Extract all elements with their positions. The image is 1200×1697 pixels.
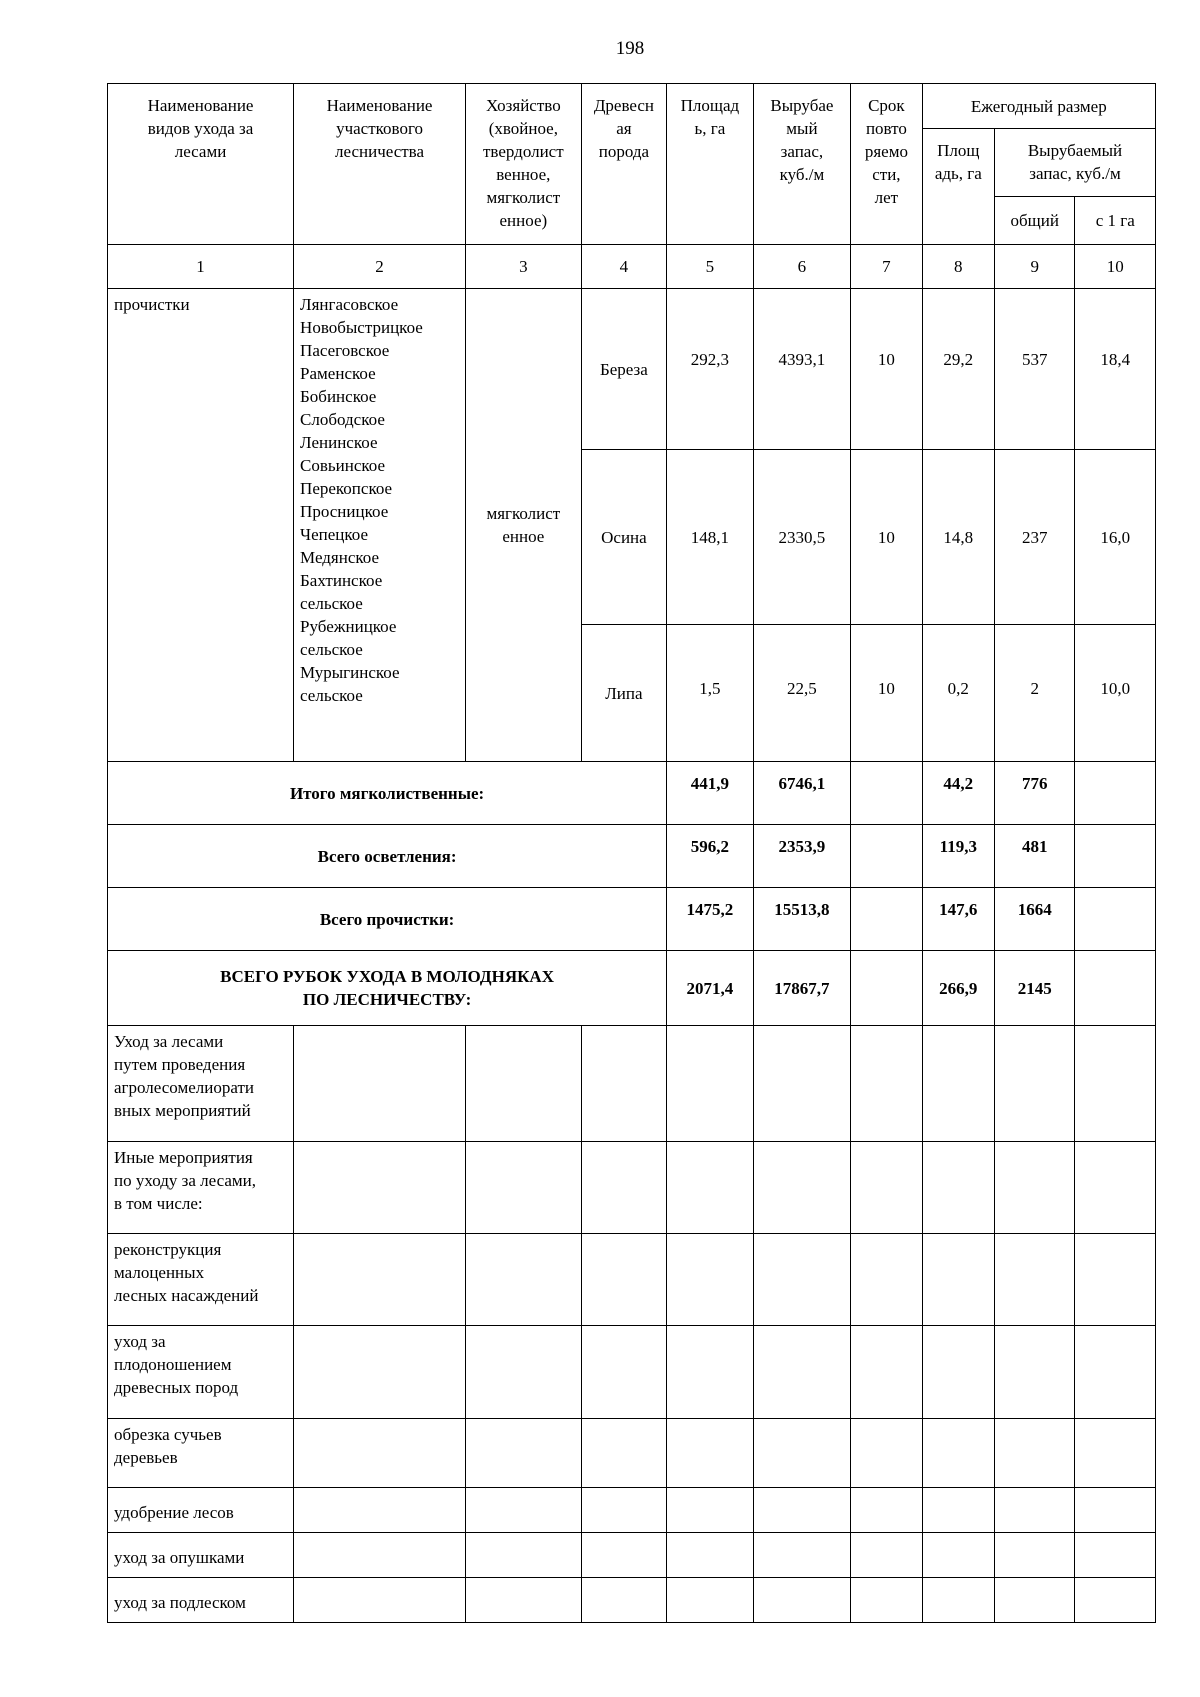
text-line: енное — [502, 527, 545, 546]
header-forestry — [294, 84, 466, 245]
text-line: Площад — [680, 96, 740, 115]
care-measure-label — [108, 1234, 294, 1326]
total-area: 441,9 — [667, 762, 753, 825]
total-label — [108, 762, 667, 825]
stock-cell: 4393,1 — [753, 289, 851, 450]
table-row — [108, 1234, 1156, 1326]
table-row — [108, 1142, 1156, 1234]
total-area: 1475,2 — [667, 888, 753, 951]
header-period — [851, 84, 922, 245]
annual-area-cell: 29,2 — [922, 289, 994, 450]
text-line: ряемо — [864, 142, 908, 161]
header-annual-stock — [995, 129, 1156, 197]
column-number: 9 — [995, 245, 1075, 289]
annual-per-ha-cell: 18,4 — [1075, 289, 1156, 450]
grand-total-label — [108, 951, 667, 1026]
text-line: Совьинское — [300, 456, 386, 475]
page-number: 198 — [615, 38, 645, 59]
total-row — [108, 951, 1156, 1026]
text-line: уход за — [114, 1332, 166, 1351]
header-annual: Ежегодный размер — [922, 84, 1155, 129]
text-line: Ленинское — [300, 433, 378, 452]
table-row — [108, 1488, 1156, 1533]
text-line: Медянское — [300, 548, 380, 567]
total-per-ha — [1075, 762, 1156, 825]
total-row — [108, 825, 1156, 888]
text-line: лесами — [174, 142, 227, 161]
text-line: Площ — [937, 141, 980, 160]
text-line: запас, — [780, 142, 824, 161]
header-care-type — [108, 84, 294, 245]
economy-cell — [466, 289, 582, 762]
text-line: Хозяйство — [485, 96, 561, 115]
header-annual-total: общий — [995, 197, 1075, 245]
text-line: Раменское — [300, 364, 376, 383]
text-line: повто — [865, 119, 907, 138]
total-row — [108, 762, 1156, 825]
text-line: мый — [786, 119, 818, 138]
text-line: Лянгасовское — [300, 295, 399, 314]
text-line: путем проведения — [114, 1055, 246, 1074]
text-line: Срок — [868, 96, 905, 115]
text-line: Бобинское — [300, 387, 377, 406]
text-line: венное, — [496, 165, 551, 184]
text-line: древесных пород — [114, 1378, 239, 1397]
text-line: сельское — [300, 640, 363, 659]
text-line: Наименование — [326, 96, 433, 115]
annual-area-cell: 14,8 — [922, 450, 994, 625]
stock-cell: 2330,5 — [753, 450, 851, 625]
area-cell: 292,3 — [667, 289, 753, 450]
text-line: реконструкция — [114, 1240, 222, 1259]
text-line: Новобыстрицкое — [300, 318, 423, 337]
total-label — [108, 888, 667, 951]
forestry-list-cell — [294, 289, 466, 762]
text-line: Итого мягколиственные: — [289, 783, 485, 803]
text-line: адь, га — [934, 164, 982, 183]
header-annual-per-ha: с 1 га — [1075, 197, 1156, 245]
annual-per-ha-cell: 10,0 — [1075, 625, 1156, 762]
text-line: Просницкое — [300, 502, 389, 521]
text-line: Слободское — [300, 410, 385, 429]
care-measure-label — [108, 1578, 294, 1623]
text-line: порода — [598, 142, 650, 161]
care-measure-label — [108, 1326, 294, 1419]
table-row — [108, 1419, 1156, 1488]
total-area: 2071,4 — [667, 951, 753, 1026]
total-area: 596,2 — [667, 825, 753, 888]
annual-per-ha-cell: 16,0 — [1075, 450, 1156, 625]
column-numbers-row — [108, 245, 1156, 289]
text-line: Мурыгинское — [300, 663, 400, 682]
text-line: мягколист — [486, 188, 561, 207]
table-row — [108, 1578, 1156, 1623]
total-annual-area: 44,2 — [922, 762, 994, 825]
table-row — [108, 1533, 1156, 1578]
total-stock: 17867,7 — [753, 951, 851, 1026]
text-line: лесных насаждений — [114, 1286, 259, 1305]
text-line: в том числе: — [114, 1194, 203, 1213]
column-number: 7 — [851, 245, 922, 289]
area-cell: 1,5 — [667, 625, 753, 762]
header-species — [581, 84, 666, 245]
text-line: уход за подлеском — [114, 1592, 246, 1612]
annual-total-cell: 2 — [995, 625, 1075, 762]
text-line: ая — [616, 119, 632, 138]
table-row — [108, 1326, 1156, 1419]
annual-area-cell: 0,2 — [922, 625, 994, 762]
text-line: ВСЕГО РУБОК УХОДА В МОЛОДНЯКАХ — [220, 967, 554, 986]
text-line: Бахтинское — [300, 571, 383, 590]
text-line: Всего осветления: — [317, 846, 457, 866]
column-number: 1 — [108, 245, 294, 289]
text-line: деревьев — [114, 1448, 178, 1467]
text-line: малоценных — [114, 1263, 205, 1282]
text-line: (хвойное, — [488, 119, 558, 138]
table-row — [108, 1026, 1156, 1142]
total-per-ha — [1075, 888, 1156, 951]
text-line: енное) — [499, 211, 548, 230]
total-annual-stock: 776 — [995, 762, 1075, 825]
header-economy — [466, 84, 582, 245]
total-stock: 15513,8 — [753, 888, 851, 951]
care-type-cell: прочистки — [108, 289, 294, 762]
text-line: по уходу за лесами, — [114, 1171, 256, 1190]
text-line: Перекопское — [300, 479, 393, 498]
text-line: видов ухода за — [147, 119, 254, 138]
column-number: 8 — [922, 245, 994, 289]
total-stock: 6746,1 — [753, 762, 851, 825]
text-line: куб./м — [779, 165, 825, 184]
text-line: сти, — [872, 165, 901, 184]
column-number: 5 — [667, 245, 753, 289]
total-annual-area: 147,6 — [922, 888, 994, 951]
total-label — [108, 825, 667, 888]
species-cell: Береза — [581, 289, 666, 450]
column-number: 4 — [581, 245, 666, 289]
text-line: Вырубаемый — [1027, 141, 1123, 160]
text-line: лет — [874, 188, 899, 207]
period-cell: 10 — [851, 450, 922, 625]
total-annual-stock: 1664 — [995, 888, 1075, 951]
text-line: лесничества — [335, 142, 425, 161]
text-line: мягколист — [486, 504, 561, 523]
species-cell: Липа — [581, 625, 666, 762]
table-row — [108, 289, 1156, 450]
species-cell: Осина — [581, 450, 666, 625]
care-measure-label — [108, 1419, 294, 1488]
text-line: обрезка сучьев — [114, 1425, 222, 1444]
text-line: Древесн — [593, 96, 654, 115]
text-line: удобрение лесов — [114, 1502, 234, 1522]
text-line: Рубежницкое — [300, 617, 397, 636]
header-stock — [753, 84, 851, 245]
text-line: сельское — [300, 594, 363, 613]
care-measure-label — [108, 1533, 294, 1578]
total-period — [851, 951, 922, 1026]
text-line: Наименование — [147, 96, 254, 115]
text-line: твердолист — [483, 142, 564, 161]
care-measure-label — [108, 1142, 294, 1234]
text-line: Чепецкое — [300, 525, 369, 544]
total-annual-stock: 2145 — [995, 951, 1075, 1026]
text-line: сельское — [300, 686, 363, 705]
total-annual-area: 266,9 — [922, 951, 994, 1026]
text-line: Иные мероприятия — [114, 1148, 253, 1167]
text-line: вных мероприятий — [114, 1101, 251, 1120]
text-line: участкового — [336, 119, 423, 138]
text-line: Всего прочистки: — [319, 909, 455, 929]
header-area — [667, 84, 753, 245]
period-cell: 10 — [851, 625, 922, 762]
care-measure-label — [108, 1488, 294, 1533]
total-period — [851, 825, 922, 888]
column-number: 10 — [1075, 245, 1156, 289]
total-per-ha — [1075, 825, 1156, 888]
stock-cell: 22,5 — [753, 625, 851, 762]
text-line: ПО ЛЕСНИЧЕСТВУ: — [302, 990, 472, 1009]
area-cell: 148,1 — [667, 450, 753, 625]
column-number: 3 — [466, 245, 582, 289]
total-period — [851, 762, 922, 825]
column-number: 2 — [294, 245, 466, 289]
period-cell: 10 — [851, 289, 922, 450]
forest-care-table — [107, 83, 1156, 1623]
text-line: Уход за лесами — [114, 1032, 224, 1051]
total-annual-area: 119,3 — [922, 825, 994, 888]
text-line: Вырубае — [770, 96, 834, 115]
text-line: уход за опушками — [114, 1547, 245, 1567]
header-annual-area — [922, 129, 994, 245]
text-line: агролесомелиорати — [114, 1078, 254, 1097]
text-line: плодоношением — [114, 1355, 232, 1374]
text-line: ь, га — [694, 119, 726, 138]
total-row — [108, 888, 1156, 951]
text-line: запас, куб./м — [1029, 164, 1121, 183]
annual-total-cell: 537 — [995, 289, 1075, 450]
text-line: Пасеговское — [300, 341, 390, 360]
care-measure-label — [108, 1026, 294, 1142]
total-period — [851, 888, 922, 951]
annual-total-cell: 237 — [995, 450, 1075, 625]
total-stock: 2353,9 — [753, 825, 851, 888]
total-per-ha — [1075, 951, 1156, 1026]
total-annual-stock: 481 — [995, 825, 1075, 888]
column-number: 6 — [753, 245, 851, 289]
